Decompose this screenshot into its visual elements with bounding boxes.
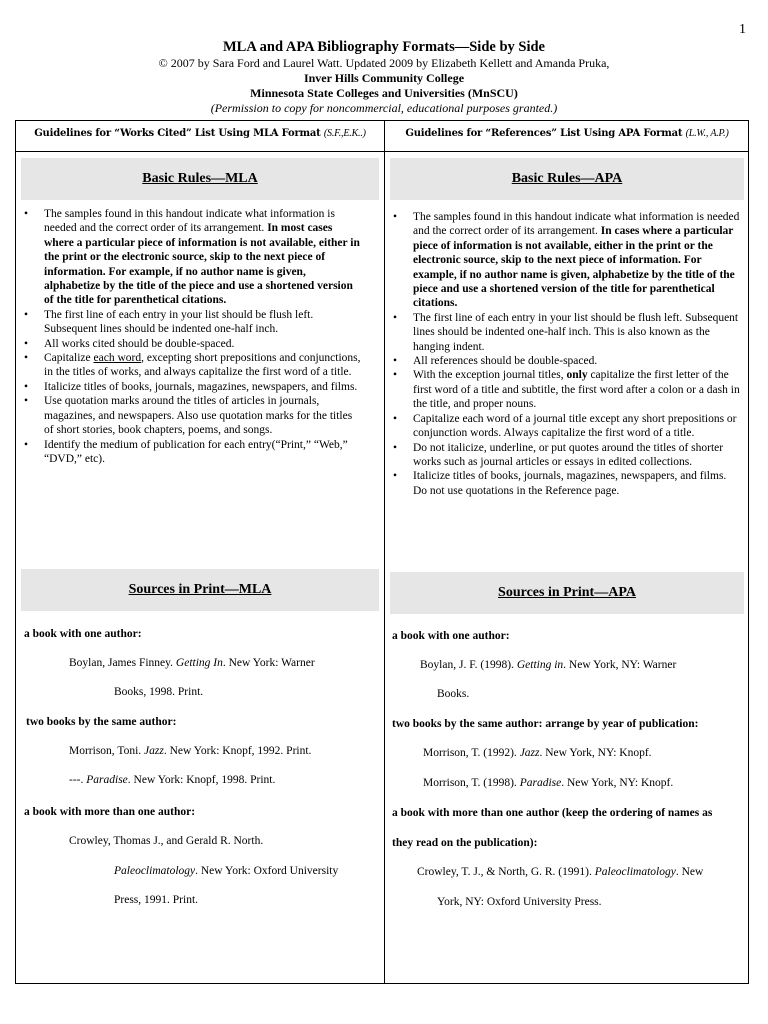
college-name: Inver Hills Community College [303, 71, 465, 85]
mla-example-2: Morrison, Toni. Jazz. New York: Knopf, 1992. Print. [69, 745, 312, 757]
apa-multi-author-label-cont: they read on the publication): [392, 837, 538, 849]
mla-example-4: Crowley, Thomas J., and Gerald R. North. [69, 835, 264, 847]
apa-example-4-cont: York, NY: Oxford University Press. [437, 896, 602, 908]
list-item: • Identify the medium of publication for each entry(“Print,” “Web,” “DVD,” etc). [22, 438, 362, 467]
apa-multi-author-label: a book with more than one author (keep the ordering of names as [392, 807, 713, 819]
apa-column-heading [385, 128, 749, 139]
apa-rules-list [391, 210, 741, 498]
mla-example-3: ---. Paradise. New York: Knopf, 1998. Print. [69, 774, 276, 786]
apa-sources-title: Sources in Print—APA [498, 585, 636, 600]
mla-example-4-cont: Paleoclimatology. New York: Oxford University [114, 865, 339, 877]
apa-example-4: Crowley, T. J., & North, G. R. (1991). Paleoclimatology. New [417, 866, 704, 878]
comparison-table [15, 120, 749, 984]
mla-example-1-cont: Books, 1998. Print. [114, 686, 204, 698]
list-item: • All works cited should be double-spaced. [22, 337, 362, 351]
credits-line: © 2007 by Sara Ford and Laurel Watt. Updated 2009 by Elizabeth Kellett and Amanda Pruka, [158, 56, 610, 70]
mla-column-heading [16, 128, 384, 139]
page-number: 1 [739, 22, 746, 37]
apa-example-1-cont: Books. [437, 688, 470, 700]
list-item: • All references should be double-spaced. [391, 354, 741, 368]
document-title: MLA and APA Bibliography Formats—Side by Side [222, 39, 545, 55]
apa-column [385, 121, 749, 983]
apa-example-1: Boylan, J. F. (1998). Getting in. New York, NY: Warner [420, 659, 677, 671]
mla-heading-authors: (S.F.,E.K..) [323, 128, 366, 139]
mla-example-4-end: Press, 1991. Print. [114, 894, 199, 906]
apa-heading-text: Guidelines for “References” List Using APA Format [405, 128, 683, 139]
apa-example-2: Morrison, T. (1992). Jazz. New York, NY: Knopf. [423, 747, 652, 759]
mla-two-books-label: two books by the same author: [26, 716, 177, 728]
mla-heading-text: Guidelines for “Works Cited” List Using MLA Format [34, 128, 321, 139]
apa-one-author-label: a book with one author: [392, 630, 510, 642]
system-name: Minnesota State Colleges and Universities (MnSCU) [250, 86, 518, 100]
list-item: • Italicize titles of books, journals, magazines, newspapers, and films. Do not use quotations in the Reference page. [391, 469, 741, 498]
list-item: • Italicize titles of books, journals, magazines, newspapers, and films. [22, 380, 362, 394]
mla-multi-author-label: a book with more than one author: [24, 806, 196, 818]
list-item: • Capitalize each word of a journal title except any short prepositions or conjunction words. Always capitalize the first word of a title. [391, 412, 741, 441]
mla-rules-list [22, 207, 362, 466]
list-item: • The samples found in this handout indicate what information is needed and the correct order of its arrangement. In most cases where a particular piece of information is not available, either in the print or the electronic source, skip to the next piece of information. For example, if no author name is given, alphabetize by the title of the piece and use a shortened version of the title for parenthetical citations. [22, 207, 362, 308]
list-item: • Capitalize each word, excepting short prepositions and conjunctions, in the titles of works, and always capitalize the first word of a title. [22, 351, 362, 380]
mla-one-author-label: a book with one author: [24, 628, 142, 640]
apa-sources-band [390, 572, 744, 614]
list-item: • Do not italicize, underline, or put quotes around the titles of shorter works such as journal articles or essays in edited collections. [391, 441, 741, 470]
document-header [0, 38, 768, 116]
mla-basic-rules-title: Basic Rules—MLA [142, 171, 258, 186]
permission-note: (Permission to copy for noncommercial, educational purposes granted.) [210, 101, 558, 115]
apa-basic-rules-band [390, 158, 744, 200]
apa-basic-rules-title: Basic Rules—APA [511, 171, 623, 186]
mla-column [16, 121, 384, 983]
apa-two-books-label: two books by the same author: arrange by year of publication: [392, 718, 699, 730]
list-item: • The first line of each entry in your list should be flush left. Subsequent lines should be indented one-half inch. [22, 308, 362, 337]
list-item: • The samples found in this handout indicate what information is needed and the correct order of its arrangement. In cases where a particular piece of information is not available, either in the print or the electronic source, skip to the next piece of information. For example, if no author name is given, alphabetize by the title of the piece and use a shortened version of the title for parenthetical citations. [391, 210, 741, 311]
list-item: • The first line of each entry in your list should be flush left. Subsequent lines should be indented one-half inch. This is also known as the hanging indent. [391, 311, 741, 354]
mla-basic-rules-band [21, 158, 379, 200]
mla-sources-title: Sources in Print—MLA [128, 582, 272, 597]
list-item: • Use quotation marks around the titles of articles in journals, magazines, and newspapers. Also use quotation marks for the titles of short stories, book chapters, poems, and songs. [22, 394, 362, 437]
list-item: • With the exception journal titles, only capitalize the first letter of the first word of a title and subtitle, the first word after a colon or a dash in the title, and proper nouns. [391, 368, 741, 411]
apa-example-3: Morrison, T. (1998). Paradise. New York, NY: Knopf. [423, 777, 674, 789]
mla-sources-band [21, 569, 379, 611]
apa-heading-authors: (L.W., A.P.) [685, 128, 729, 139]
mla-example-1: Boylan, James Finney. Getting In. New York: Warner [69, 657, 315, 669]
